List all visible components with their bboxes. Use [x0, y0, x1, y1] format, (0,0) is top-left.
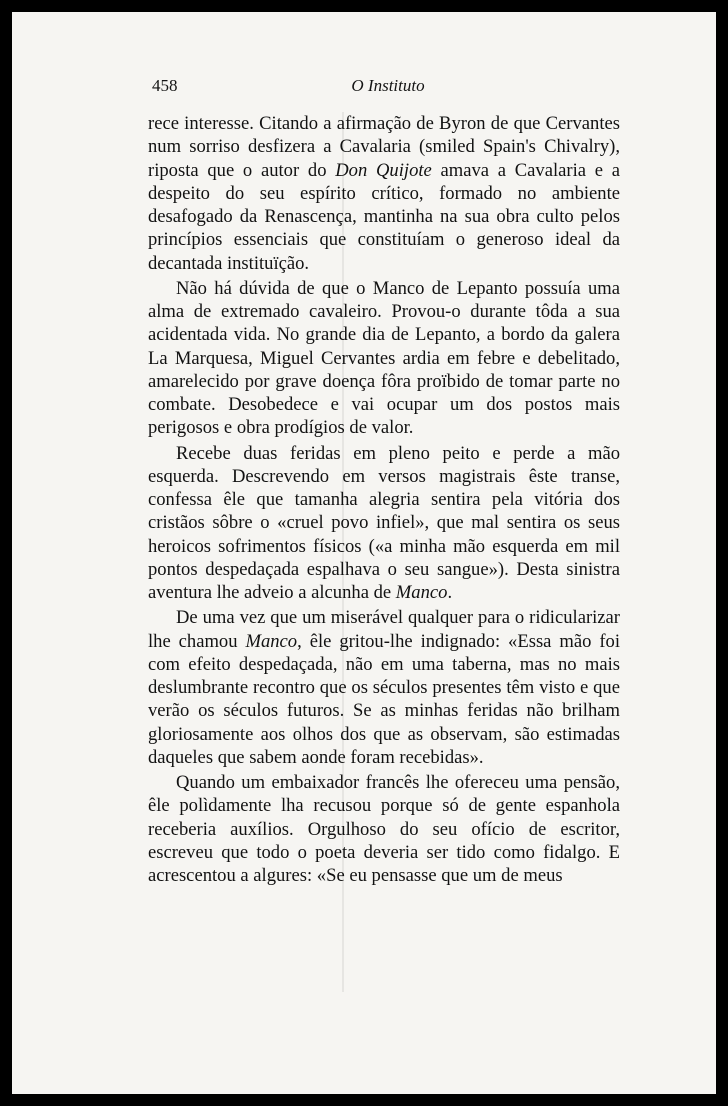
- page-number: 458: [152, 76, 178, 95]
- book-page: [12, 12, 716, 1094]
- paragraph: [148, 112, 620, 275]
- italic-text: Don Quijote: [335, 159, 432, 181]
- text-run: Quando um embaixador francês lhe ofereceu uma pensão, êle polìdamente lha recusou porque só de gente espanhola receberia auxílios. Orgulhoso do seu ofício de escritor, escreveu que todo o poeta deveria ser tido como fidalgo. E acrescentou a algures: «Se eu pensasse que um de meus: [148, 772, 620, 886]
- running-title: O Instituto: [351, 76, 425, 95]
- text-run: Recebe duas feridas em pleno peito e perde a mão esquerda. Descrevendo em versos magistrais êste transe, confessa êle que tamanha alegria sentira pela vitória dos cristãos sôbre o «cruel povo infiel», que mal sentira os seus heroicos sofrimentos físicos («a minha mão esquerda em mil pontos despedaçada espalhava o seu sangue»). Desta sinistra aventura lhe adveio a alcunha de: [148, 442, 620, 603]
- body-text: [148, 112, 620, 889]
- text-run: .: [447, 582, 453, 603]
- text-run: amava a Cavalaria e a despeito do seu espírito crítico, formado no ambiente desafogado da Renascença, mantinha na sua obra culto pelos princípios essenciais que constituíam o generoso ideal da decantada instituïção.: [148, 159, 620, 274]
- paragraph: [148, 771, 620, 887]
- italic-text: Manco: [395, 582, 448, 603]
- paragraph: [148, 442, 620, 605]
- page-header: [152, 76, 624, 102]
- text-run: De uma vez que um miserável qualquer para o ridicularizar lhe chamou: [148, 607, 620, 652]
- text-run: Não há dúvida de que o Manco de Lepanto possuía uma alma de extremado cavaleiro. Provou-o durante tôda a sua acidentada vida. No grande dia de Lepanto, a bordo da galera La Marquesa, Miguel Cervantes ardia em febre e debelitado, amarelecido por grave doença fôra proïbido de tomar parte no combate. Desobedece e vai ocupar um dos postos mais perigosos e obra prodígios de valor.: [148, 277, 620, 439]
- text-run: , êle gritou-lhe indignado: «Essa mão foi com efeito despedaçada, não em uma taberna, mas no mais deslumbrante recontro que os séculos presentes têm visto e que verão os séculos futuros. Se as minhas feridas não brilham gloriosamente aos olhos dos que as observam, são estimadas daqueles que sabem aonde foram recebidas».: [148, 630, 620, 768]
- paragraph: [148, 277, 620, 440]
- paragraph: [148, 606, 620, 769]
- italic-text: Manco: [245, 630, 298, 652]
- text-run: rece interesse. Citando a afirmação de Byron de que Cervantes num sorriso desfizera a Cavalaria (smiled Spain's Chivalry), riposta que o autor do: [148, 113, 620, 181]
